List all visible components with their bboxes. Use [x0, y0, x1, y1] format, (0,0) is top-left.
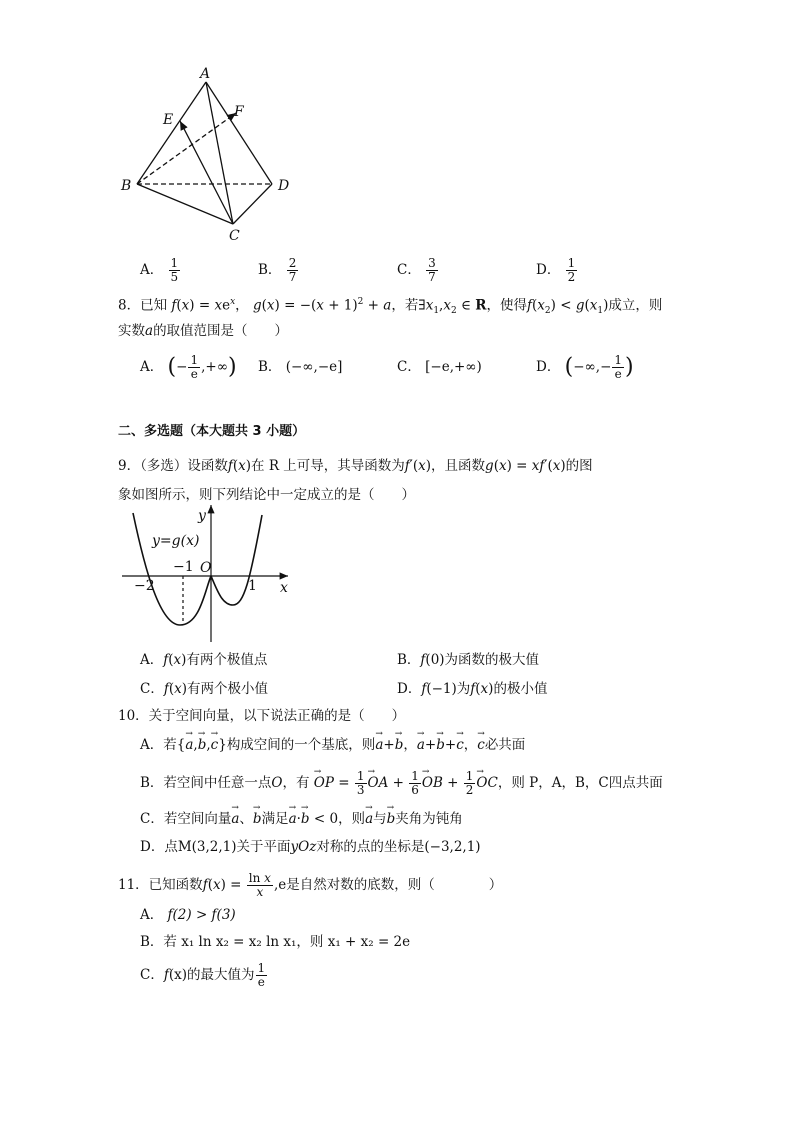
q11-option-b[interactable]: B．若 x₁ ln x₂ = x₂ ln x₁，则 x₁ + x₂ = 2e [140, 934, 411, 950]
q10-stem: 10．关于空间向量，以下说法正确的是（ ） [118, 708, 406, 724]
q11-option-a[interactable]: A． f(2) > f(3) [140, 907, 236, 923]
label-f: F [234, 104, 244, 120]
label-c: C [229, 228, 240, 244]
graph-x-label: x [280, 580, 288, 596]
q10-option-d[interactable]: D．点M(3,2,1)关于平面yOz对称的点的坐标是(−3,2,1) [140, 839, 481, 855]
tetrahedron-figure [110, 60, 310, 250]
q9-function-graph [115, 500, 300, 645]
label-d: D [278, 178, 290, 194]
label-e: E [163, 112, 174, 128]
fraction: $\frac{2}{7}$ [288, 256, 297, 284]
fraction: $\frac{3}{7}$ [428, 256, 436, 284]
fraction: $\frac{1}{2}$ [567, 256, 576, 284]
label-a: A [200, 66, 211, 82]
q8-stem-line2: 实数a的取值范围是（ ） [118, 323, 289, 339]
q7-option-d[interactable]: D． $\frac{1}{2}$ [536, 256, 576, 284]
graph-tick-1: 1 [248, 578, 257, 594]
q11-option-c[interactable]: C．f(x)的最大值为 $\frac{1}{e}$ [140, 961, 266, 989]
q10-option-c[interactable]: C．若空间向量→ a、→ b满足→ a·→ b < 0，则→ a与→ b夹角为钝角 [140, 810, 463, 828]
q8-option-b[interactable]: B． (−∞,−e] [258, 359, 343, 375]
label-b: B [121, 178, 132, 194]
graph-tick-m1: −1 [173, 559, 194, 575]
q8-stem-line1: 8．已知 $f(x) = xe^x$， $g(x) = -(x + 1)^2 + a$，若$\exists x_1,x_2$ ∈ R，使得$f(x_2) < g(x_1)$成立，则 [118, 297, 663, 317]
q7-option-c[interactable]: C． $\frac{3}{7}$ [397, 256, 436, 284]
q7-option-b[interactable]: B． $\frac{2}{7}$ [258, 256, 297, 284]
q8-option-a[interactable]: A． (− $\frac{1}{e}$ ,+∞) [140, 353, 237, 381]
q9-option-d[interactable]: D．f(−1)为f(x)的极小值 [397, 681, 548, 697]
q9-option-b[interactable]: B．f(0)为函数的极大值 [397, 652, 540, 668]
q10-option-b[interactable]: B．若空间中任意一点O，有 → OP = $\frac{1}{3}$ → OA + $\frac{1}{6}$ → OB + $\frac{1}{2}$ → OC，则 P，A，B，C四点共面 [140, 770, 663, 797]
graph-origin: O [200, 560, 212, 576]
q9-stem-line2: 象如图所示，则下列结论中一定成立的是（ ） [118, 487, 415, 503]
q8-option-c[interactable]: C． [−e,+∞) [397, 359, 482, 375]
fraction: $\frac{1}{5}$ [170, 256, 179, 284]
graph-y-label: y [198, 508, 206, 524]
q7-option-a[interactable]: A． $\frac{1}{5}$ [140, 256, 179, 284]
q9-option-c[interactable]: C．f(x)有两个极小值 [140, 681, 269, 697]
q11-stem: 11．已知函数f(x) = $\frac{\text{ln x}}{x}$ ,e是自然对数的底数，则（ ） [118, 871, 503, 899]
q8-option-d[interactable]: D． (−∞,− $\frac{1}{e}$ ) [536, 353, 634, 381]
q9-stem-line1: 9．（多选）设函数f(x)在 R 上可导，其导函数为f′(x)，且函数g(x) = xf′(x)的图 [118, 458, 593, 474]
section-heading: 二、多选题（本大题共 3 小题） [118, 424, 306, 439]
graph-func-label: y=g(x) [152, 533, 200, 549]
q10-option-a[interactable]: A．若{→ a,→ b,→ c}构成空间的一个基底，则→ a+→ b，→ a+→ b+→ c，→ c必共面 [140, 736, 525, 754]
graph-tick-m2: −2 [134, 578, 155, 594]
q9-option-a[interactable]: A．f(x)有两个极值点 [140, 652, 268, 668]
